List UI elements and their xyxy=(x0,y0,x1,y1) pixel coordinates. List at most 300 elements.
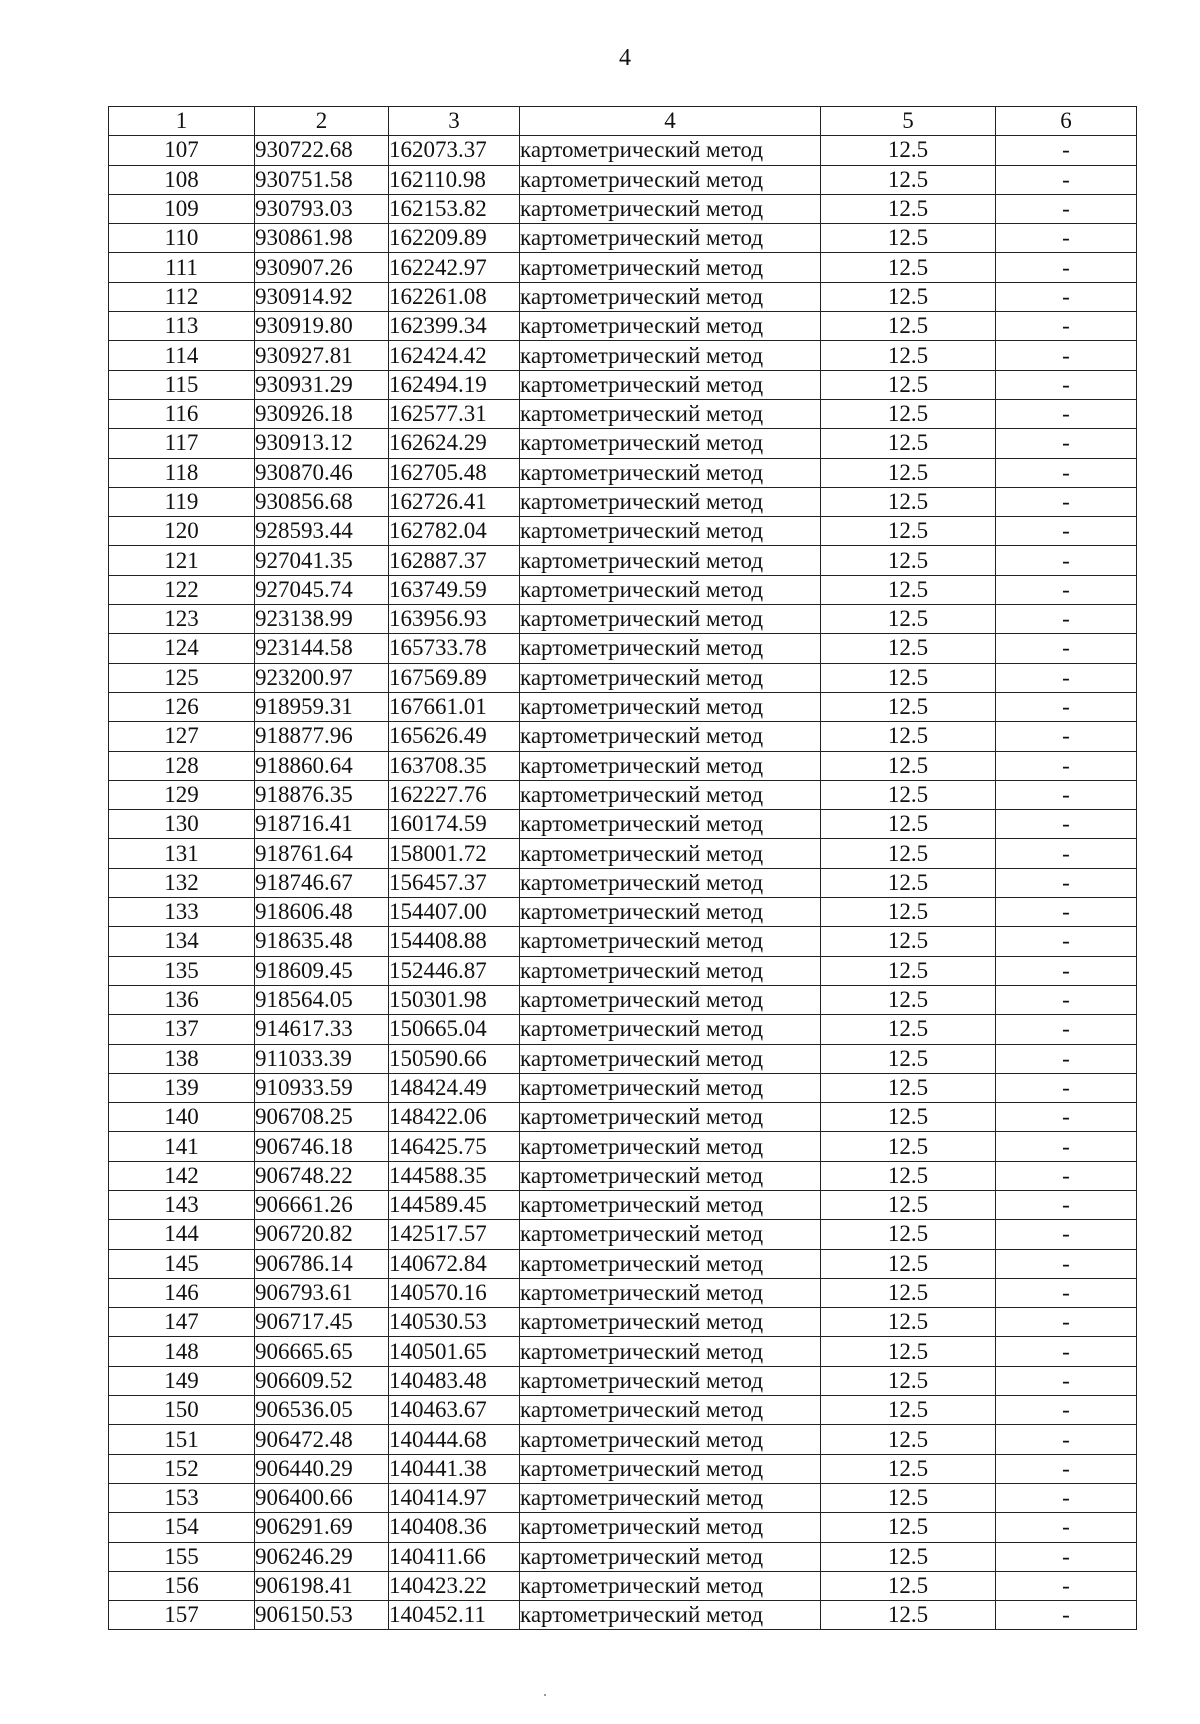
x-coordinate-cell: 918564.05 xyxy=(255,985,389,1014)
description-cell: - xyxy=(996,399,1137,428)
description-cell: - xyxy=(996,253,1137,282)
description-cell: - xyxy=(996,634,1137,663)
method-cell: картометрический метод xyxy=(520,1249,821,1278)
y-coordinate-cell: 162494.19 xyxy=(389,370,520,399)
coordinates-table xyxy=(108,106,1137,1630)
x-coordinate-cell: 930793.03 xyxy=(255,194,389,223)
method-cell: картометрический метод xyxy=(520,692,821,721)
accuracy-cell: 12.5 xyxy=(821,1513,996,1542)
column-header: 5 xyxy=(821,107,996,136)
description-cell: - xyxy=(996,458,1137,487)
y-coordinate-cell: 152446.87 xyxy=(389,956,520,985)
point-number-cell: 119 xyxy=(109,487,255,516)
method-cell: картометрический метод xyxy=(520,1513,821,1542)
point-number-cell: 136 xyxy=(109,985,255,1014)
x-coordinate-cell: 930914.92 xyxy=(255,282,389,311)
point-number-cell: 140 xyxy=(109,1103,255,1132)
accuracy-cell: 12.5 xyxy=(821,751,996,780)
method-cell: картометрический метод xyxy=(520,1396,821,1425)
table-row xyxy=(109,1249,1137,1278)
x-coordinate-cell: 930861.98 xyxy=(255,224,389,253)
point-number-cell: 144 xyxy=(109,1220,255,1249)
y-coordinate-cell: 162261.08 xyxy=(389,282,520,311)
x-coordinate-cell: 930907.26 xyxy=(255,253,389,282)
point-number-cell: 131 xyxy=(109,839,255,868)
table-body xyxy=(109,136,1137,1630)
accuracy-cell: 12.5 xyxy=(821,1366,996,1395)
x-coordinate-cell: 914617.33 xyxy=(255,1015,389,1044)
y-coordinate-cell: 140441.38 xyxy=(389,1454,520,1483)
table-row xyxy=(109,692,1137,721)
y-coordinate-cell: 148424.49 xyxy=(389,1073,520,1102)
y-coordinate-cell: 162242.97 xyxy=(389,253,520,282)
table-row xyxy=(109,1571,1137,1600)
y-coordinate-cell: 146425.75 xyxy=(389,1132,520,1161)
description-cell: - xyxy=(996,282,1137,311)
accuracy-cell: 12.5 xyxy=(821,1103,996,1132)
accuracy-cell: 12.5 xyxy=(821,605,996,634)
x-coordinate-cell: 910933.59 xyxy=(255,1073,389,1102)
y-coordinate-cell: 150590.66 xyxy=(389,1044,520,1073)
accuracy-cell: 12.5 xyxy=(821,1190,996,1219)
point-number-cell: 115 xyxy=(109,370,255,399)
y-coordinate-cell: 162110.98 xyxy=(389,165,520,194)
table-row xyxy=(109,458,1137,487)
description-cell: - xyxy=(996,1132,1137,1161)
x-coordinate-cell: 906440.29 xyxy=(255,1454,389,1483)
table-row xyxy=(109,1132,1137,1161)
x-coordinate-cell: 911033.39 xyxy=(255,1044,389,1073)
x-coordinate-cell: 906400.66 xyxy=(255,1483,389,1512)
point-number-cell: 141 xyxy=(109,1132,255,1161)
table-row xyxy=(109,663,1137,692)
point-number-cell: 127 xyxy=(109,722,255,751)
description-cell: - xyxy=(996,663,1137,692)
description-cell: - xyxy=(996,1103,1137,1132)
method-cell: картометрический метод xyxy=(520,1483,821,1512)
table-header-row xyxy=(109,107,1137,136)
x-coordinate-cell: 906793.61 xyxy=(255,1278,389,1307)
accuracy-cell: 12.5 xyxy=(821,517,996,546)
accuracy-cell: 12.5 xyxy=(821,1249,996,1278)
table-row xyxy=(109,751,1137,780)
method-cell: картометрический метод xyxy=(520,399,821,428)
method-cell: картометрический метод xyxy=(520,1337,821,1366)
y-coordinate-cell: 165626.49 xyxy=(389,722,520,751)
table-row xyxy=(109,956,1137,985)
point-number-cell: 114 xyxy=(109,341,255,370)
y-coordinate-cell: 144589.45 xyxy=(389,1190,520,1219)
y-coordinate-cell: 162227.76 xyxy=(389,780,520,809)
accuracy-cell: 12.5 xyxy=(821,253,996,282)
method-cell: картометрический метод xyxy=(520,1278,821,1307)
method-cell: картометрический метод xyxy=(520,1366,821,1395)
x-coordinate-cell: 930913.12 xyxy=(255,429,389,458)
method-cell: картометрический метод xyxy=(520,575,821,604)
table-row xyxy=(109,1425,1137,1454)
method-cell: картометрический метод xyxy=(520,751,821,780)
y-coordinate-cell: 162726.41 xyxy=(389,487,520,516)
description-cell: - xyxy=(996,605,1137,634)
description-cell: - xyxy=(996,751,1137,780)
accuracy-cell: 12.5 xyxy=(821,868,996,897)
x-coordinate-cell: 918746.67 xyxy=(255,868,389,897)
table-row xyxy=(109,136,1137,165)
x-coordinate-cell: 930751.58 xyxy=(255,165,389,194)
x-coordinate-cell: 918606.48 xyxy=(255,898,389,927)
table-row xyxy=(109,1220,1137,1249)
method-cell: картометрический метод xyxy=(520,136,821,165)
table-row xyxy=(109,1278,1137,1307)
x-coordinate-cell: 923200.97 xyxy=(255,663,389,692)
description-cell: - xyxy=(996,487,1137,516)
point-number-cell: 125 xyxy=(109,663,255,692)
table-row xyxy=(109,575,1137,604)
x-coordinate-cell: 930927.81 xyxy=(255,341,389,370)
method-cell: картометрический метод xyxy=(520,1220,821,1249)
table-row xyxy=(109,1308,1137,1337)
accuracy-cell: 12.5 xyxy=(821,429,996,458)
table-row xyxy=(109,780,1137,809)
table-row xyxy=(109,165,1137,194)
y-coordinate-cell: 162624.29 xyxy=(389,429,520,458)
accuracy-cell: 12.5 xyxy=(821,1278,996,1307)
table-row xyxy=(109,282,1137,311)
method-cell: картометрический метод xyxy=(520,1542,821,1571)
accuracy-cell: 12.5 xyxy=(821,1073,996,1102)
method-cell: картометрический метод xyxy=(520,312,821,341)
accuracy-cell: 12.5 xyxy=(821,898,996,927)
description-cell: - xyxy=(996,1513,1137,1542)
x-coordinate-cell: 906472.48 xyxy=(255,1425,389,1454)
table-row xyxy=(109,370,1137,399)
y-coordinate-cell: 144588.35 xyxy=(389,1161,520,1190)
description-cell: - xyxy=(996,985,1137,1014)
accuracy-cell: 12.5 xyxy=(821,1161,996,1190)
method-cell: картометрический метод xyxy=(520,722,821,751)
accuracy-cell: 12.5 xyxy=(821,1044,996,1073)
accuracy-cell: 12.5 xyxy=(821,1542,996,1571)
y-coordinate-cell: 162399.34 xyxy=(389,312,520,341)
y-coordinate-cell: 140483.48 xyxy=(389,1366,520,1395)
accuracy-cell: 12.5 xyxy=(821,663,996,692)
table-row xyxy=(109,1366,1137,1395)
point-number-cell: 116 xyxy=(109,399,255,428)
accuracy-cell: 12.5 xyxy=(821,165,996,194)
x-coordinate-cell: 918959.31 xyxy=(255,692,389,721)
table-row xyxy=(109,1454,1137,1483)
table-row xyxy=(109,224,1137,253)
description-cell: - xyxy=(996,429,1137,458)
x-coordinate-cell: 918716.41 xyxy=(255,810,389,839)
point-number-cell: 147 xyxy=(109,1308,255,1337)
x-coordinate-cell: 906748.22 xyxy=(255,1161,389,1190)
y-coordinate-cell: 162705.48 xyxy=(389,458,520,487)
point-number-cell: 121 xyxy=(109,546,255,575)
description-cell: - xyxy=(996,1015,1137,1044)
point-number-cell: 126 xyxy=(109,692,255,721)
method-cell: картометрический метод xyxy=(520,517,821,546)
method-cell: картометрический метод xyxy=(520,165,821,194)
table-row xyxy=(109,399,1137,428)
description-cell: - xyxy=(996,1601,1137,1630)
description-cell: - xyxy=(996,898,1137,927)
point-number-cell: 134 xyxy=(109,927,255,956)
point-number-cell: 109 xyxy=(109,194,255,223)
accuracy-cell: 12.5 xyxy=(821,136,996,165)
description-cell: - xyxy=(996,1249,1137,1278)
column-header: 3 xyxy=(389,107,520,136)
x-coordinate-cell: 906746.18 xyxy=(255,1132,389,1161)
accuracy-cell: 12.5 xyxy=(821,224,996,253)
method-cell: картометрический метод xyxy=(520,605,821,634)
accuracy-cell: 12.5 xyxy=(821,956,996,985)
description-cell: - xyxy=(996,312,1137,341)
point-number-cell: 157 xyxy=(109,1601,255,1630)
point-number-cell: 124 xyxy=(109,634,255,663)
method-cell: картометрический метод xyxy=(520,634,821,663)
point-number-cell: 135 xyxy=(109,956,255,985)
method-cell: картометрический метод xyxy=(520,1044,821,1073)
point-number-cell: 152 xyxy=(109,1454,255,1483)
accuracy-cell: 12.5 xyxy=(821,722,996,751)
description-cell: - xyxy=(996,1337,1137,1366)
y-coordinate-cell: 163708.35 xyxy=(389,751,520,780)
x-coordinate-cell: 927045.74 xyxy=(255,575,389,604)
method-cell: картометрический метод xyxy=(520,224,821,253)
description-cell: - xyxy=(996,722,1137,751)
x-coordinate-cell: 930856.68 xyxy=(255,487,389,516)
description-cell: - xyxy=(996,1308,1137,1337)
y-coordinate-cell: 140444.68 xyxy=(389,1425,520,1454)
accuracy-cell: 12.5 xyxy=(821,1308,996,1337)
method-cell: картометрический метод xyxy=(520,487,821,516)
table-row xyxy=(109,1542,1137,1571)
method-cell: картометрический метод xyxy=(520,1601,821,1630)
point-number-cell: 111 xyxy=(109,253,255,282)
description-cell: - xyxy=(996,194,1137,223)
accuracy-cell: 12.5 xyxy=(821,341,996,370)
table-row xyxy=(109,1513,1137,1542)
accuracy-cell: 12.5 xyxy=(821,1425,996,1454)
method-cell: картометрический метод xyxy=(520,458,821,487)
table-row xyxy=(109,429,1137,458)
description-cell: - xyxy=(996,1278,1137,1307)
table-row xyxy=(109,341,1137,370)
point-number-cell: 129 xyxy=(109,780,255,809)
table-row xyxy=(109,985,1137,1014)
point-number-cell: 108 xyxy=(109,165,255,194)
point-number-cell: 155 xyxy=(109,1542,255,1571)
method-cell: картометрический метод xyxy=(520,985,821,1014)
table-row xyxy=(109,839,1137,868)
method-cell: картометрический метод xyxy=(520,1132,821,1161)
point-number-cell: 110 xyxy=(109,224,255,253)
method-cell: картометрический метод xyxy=(520,341,821,370)
table-row xyxy=(109,194,1137,223)
accuracy-cell: 12.5 xyxy=(821,810,996,839)
point-number-cell: 117 xyxy=(109,429,255,458)
point-number-cell: 133 xyxy=(109,898,255,927)
description-cell: - xyxy=(996,1044,1137,1073)
method-cell: картометрический метод xyxy=(520,1308,821,1337)
y-coordinate-cell: 160174.59 xyxy=(389,810,520,839)
point-number-cell: 120 xyxy=(109,517,255,546)
x-coordinate-cell: 930931.29 xyxy=(255,370,389,399)
y-coordinate-cell: 154407.00 xyxy=(389,898,520,927)
x-coordinate-cell: 906291.69 xyxy=(255,1513,389,1542)
y-coordinate-cell: 140530.53 xyxy=(389,1308,520,1337)
accuracy-cell: 12.5 xyxy=(821,1396,996,1425)
method-cell: картометрический метод xyxy=(520,282,821,311)
y-coordinate-cell: 140411.66 xyxy=(389,1542,520,1571)
table-row xyxy=(109,1396,1137,1425)
y-coordinate-cell: 162073.37 xyxy=(389,136,520,165)
x-coordinate-cell: 930870.46 xyxy=(255,458,389,487)
description-cell: - xyxy=(996,1396,1137,1425)
method-cell: картометрический метод xyxy=(520,663,821,692)
description-cell: - xyxy=(996,575,1137,604)
table-row xyxy=(109,546,1137,575)
table-row xyxy=(109,634,1137,663)
column-header: 4 xyxy=(520,107,821,136)
x-coordinate-cell: 918609.45 xyxy=(255,956,389,985)
table-row xyxy=(109,927,1137,956)
point-number-cell: 113 xyxy=(109,312,255,341)
y-coordinate-cell: 165733.78 xyxy=(389,634,520,663)
x-coordinate-cell: 906720.82 xyxy=(255,1220,389,1249)
accuracy-cell: 12.5 xyxy=(821,312,996,341)
description-cell: - xyxy=(996,692,1137,721)
table-row xyxy=(109,1044,1137,1073)
scan-speck xyxy=(544,1694,546,1696)
description-cell: - xyxy=(996,341,1137,370)
point-number-cell: 137 xyxy=(109,1015,255,1044)
description-cell: - xyxy=(996,224,1137,253)
point-number-cell: 112 xyxy=(109,282,255,311)
accuracy-cell: 12.5 xyxy=(821,282,996,311)
accuracy-cell: 12.5 xyxy=(821,194,996,223)
x-coordinate-cell: 918876.35 xyxy=(255,780,389,809)
point-number-cell: 122 xyxy=(109,575,255,604)
accuracy-cell: 12.5 xyxy=(821,1601,996,1630)
x-coordinate-cell: 906198.41 xyxy=(255,1571,389,1600)
table-row xyxy=(109,605,1137,634)
point-number-cell: 149 xyxy=(109,1366,255,1395)
accuracy-cell: 12.5 xyxy=(821,1454,996,1483)
table-row xyxy=(109,312,1137,341)
table-row xyxy=(109,253,1137,282)
y-coordinate-cell: 167569.89 xyxy=(389,663,520,692)
description-cell: - xyxy=(996,136,1137,165)
page-number: 4 xyxy=(619,45,631,71)
method-cell: картометрический метод xyxy=(520,1103,821,1132)
method-cell: картометрический метод xyxy=(520,1161,821,1190)
x-coordinate-cell: 930926.18 xyxy=(255,399,389,428)
accuracy-cell: 12.5 xyxy=(821,458,996,487)
point-number-cell: 145 xyxy=(109,1249,255,1278)
description-cell: - xyxy=(996,1190,1137,1219)
point-number-cell: 148 xyxy=(109,1337,255,1366)
table-row xyxy=(109,1015,1137,1044)
method-cell: картометрический метод xyxy=(520,1454,821,1483)
method-cell: картометрический метод xyxy=(520,253,821,282)
x-coordinate-cell: 918877.96 xyxy=(255,722,389,751)
method-cell: картометрический метод xyxy=(520,956,821,985)
description-cell: - xyxy=(996,780,1137,809)
x-coordinate-cell: 918860.64 xyxy=(255,751,389,780)
point-number-cell: 156 xyxy=(109,1571,255,1600)
x-coordinate-cell: 928593.44 xyxy=(255,517,389,546)
point-number-cell: 128 xyxy=(109,751,255,780)
description-cell: - xyxy=(996,1571,1137,1600)
description-cell: - xyxy=(996,1073,1137,1102)
description-cell: - xyxy=(996,1366,1137,1395)
description-cell: - xyxy=(996,1454,1137,1483)
point-number-cell: 130 xyxy=(109,810,255,839)
x-coordinate-cell: 918635.48 xyxy=(255,927,389,956)
y-coordinate-cell: 142517.57 xyxy=(389,1220,520,1249)
y-coordinate-cell: 162577.31 xyxy=(389,399,520,428)
accuracy-cell: 12.5 xyxy=(821,1571,996,1600)
accuracy-cell: 12.5 xyxy=(821,839,996,868)
y-coordinate-cell: 167661.01 xyxy=(389,692,520,721)
method-cell: картометрический метод xyxy=(520,1571,821,1600)
column-header: 2 xyxy=(255,107,389,136)
point-number-cell: 139 xyxy=(109,1073,255,1102)
method-cell: картометрический метод xyxy=(520,1190,821,1219)
table-row xyxy=(109,1337,1137,1366)
y-coordinate-cell: 140414.97 xyxy=(389,1483,520,1512)
table-row xyxy=(109,810,1137,839)
x-coordinate-cell: 923144.58 xyxy=(255,634,389,663)
y-coordinate-cell: 150301.98 xyxy=(389,985,520,1014)
point-number-cell: 146 xyxy=(109,1278,255,1307)
accuracy-cell: 12.5 xyxy=(821,780,996,809)
x-coordinate-cell: 906786.14 xyxy=(255,1249,389,1278)
method-cell: картометрический метод xyxy=(520,429,821,458)
description-cell: - xyxy=(996,1483,1137,1512)
point-number-cell: 123 xyxy=(109,605,255,634)
y-coordinate-cell: 162782.04 xyxy=(389,517,520,546)
accuracy-cell: 12.5 xyxy=(821,692,996,721)
method-cell: картометрический метод xyxy=(520,810,821,839)
table-row xyxy=(109,1161,1137,1190)
x-coordinate-cell: 906246.29 xyxy=(255,1542,389,1571)
y-coordinate-cell: 156457.37 xyxy=(389,868,520,897)
x-coordinate-cell: 927041.35 xyxy=(255,546,389,575)
point-number-cell: 142 xyxy=(109,1161,255,1190)
point-number-cell: 143 xyxy=(109,1190,255,1219)
point-number-cell: 153 xyxy=(109,1483,255,1512)
description-cell: - xyxy=(996,1161,1137,1190)
description-cell: - xyxy=(996,517,1137,546)
table-row xyxy=(109,1601,1137,1630)
accuracy-cell: 12.5 xyxy=(821,985,996,1014)
y-coordinate-cell: 148422.06 xyxy=(389,1103,520,1132)
description-cell: - xyxy=(996,839,1137,868)
x-coordinate-cell: 906708.25 xyxy=(255,1103,389,1132)
y-coordinate-cell: 163956.93 xyxy=(389,605,520,634)
x-coordinate-cell: 906661.26 xyxy=(255,1190,389,1219)
method-cell: картометрический метод xyxy=(520,1015,821,1044)
table-row xyxy=(109,1103,1137,1132)
accuracy-cell: 12.5 xyxy=(821,399,996,428)
point-number-cell: 107 xyxy=(109,136,255,165)
accuracy-cell: 12.5 xyxy=(821,1132,996,1161)
accuracy-cell: 12.5 xyxy=(821,634,996,663)
table-row xyxy=(109,898,1137,927)
